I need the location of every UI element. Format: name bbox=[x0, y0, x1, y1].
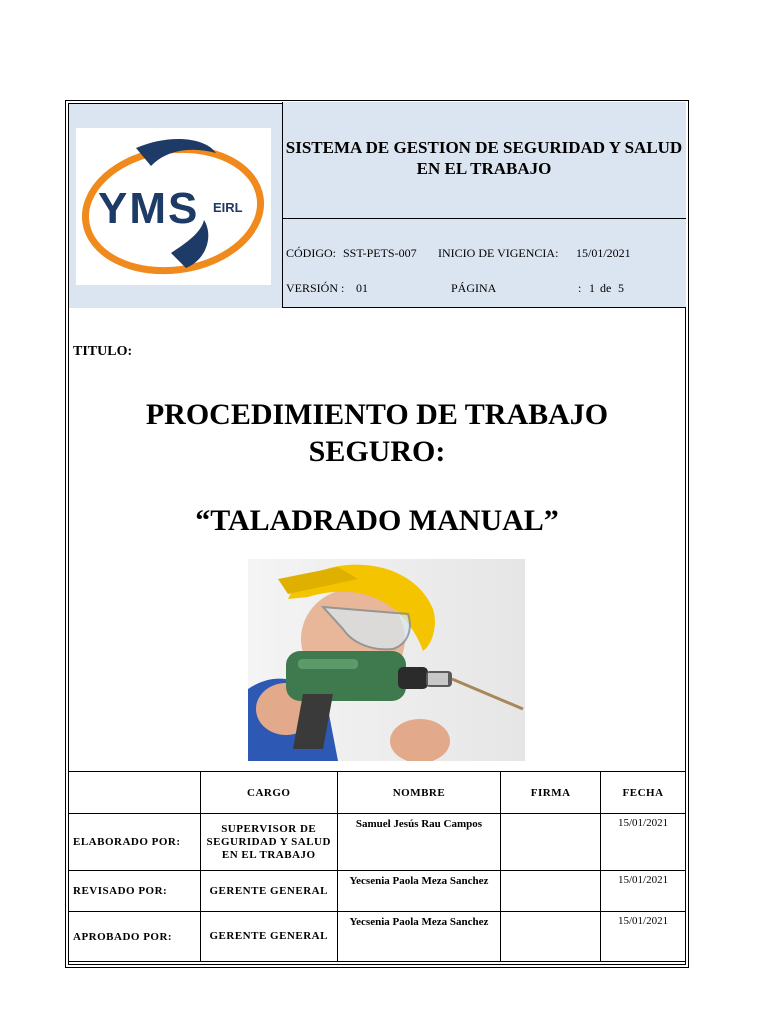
nombre-cell: Yecsenia Paola Meza Sanchez bbox=[337, 871, 501, 912]
cargo-cell: SUPERVISOR DE SEGURIDAD Y SALUD EN EL TRABAJO bbox=[200, 814, 337, 871]
firma-cell bbox=[501, 912, 601, 962]
row-label-aprobado: APROBADO POR: bbox=[69, 912, 201, 962]
pagina-label: PÁGINA bbox=[451, 281, 497, 295]
fecha-cell: 15/01/2021 bbox=[601, 814, 686, 871]
header-firma: FIRMA bbox=[501, 772, 601, 814]
table-row bbox=[69, 814, 686, 871]
firma-cell bbox=[501, 871, 601, 912]
svg-text:EIRL: EIRL bbox=[213, 200, 243, 215]
pagina-current: 1 bbox=[589, 281, 595, 295]
procedure-title bbox=[68, 396, 686, 470]
vigencia-label: INICIO DE VIGENCIA: bbox=[438, 246, 559, 260]
nombre-cell: Samuel Jesús Rau Campos bbox=[337, 814, 501, 871]
pagina-total: 5 bbox=[618, 281, 624, 295]
svg-text:YMS: YMS bbox=[98, 184, 200, 233]
table-row bbox=[69, 912, 686, 962]
row-label-elaborado: ELABORADO POR: bbox=[69, 814, 201, 871]
pagina-separator: : bbox=[578, 281, 582, 295]
system-title: SISTEMA DE GESTION DE SEGURIDAD Y SALUD EN EL TRABAJO bbox=[285, 138, 683, 178]
version-value: 01 bbox=[356, 281, 368, 295]
version-label: VERSIÓN : bbox=[286, 281, 345, 295]
header-blank-cell bbox=[69, 772, 201, 814]
fecha-cell: 15/01/2021 bbox=[601, 871, 686, 912]
company-logo bbox=[76, 128, 271, 285]
approval-table bbox=[68, 771, 686, 962]
worker-drilling-photo bbox=[248, 559, 525, 761]
header-fecha: FECHA bbox=[601, 772, 686, 814]
header-cargo: CARGO bbox=[200, 772, 337, 814]
row-label-revisado: REVISADO POR: bbox=[69, 871, 201, 912]
table-row bbox=[69, 871, 686, 912]
nombre-cell: Yecsenia Paola Meza Sanchez bbox=[337, 912, 501, 962]
cargo-cell: GERENTE GENERAL bbox=[200, 871, 337, 912]
vigencia-value: 15/01/2021 bbox=[576, 246, 631, 260]
procedure-title-line2: SEGURO: bbox=[308, 435, 446, 468]
cargo-cell: GERENTE GENERAL bbox=[200, 912, 337, 962]
pagina-de: de bbox=[600, 281, 612, 295]
fecha-cell: 15/01/2021 bbox=[601, 912, 686, 962]
procedure-title-line1: PROCEDIMIENTO DE TRABAJO bbox=[145, 398, 609, 431]
codigo-value: SST-PETS-007 bbox=[343, 246, 417, 260]
header-nombre: NOMBRE bbox=[337, 772, 501, 814]
approval-header-row bbox=[69, 772, 686, 814]
procedure-name: “TALADRADO MANUAL” bbox=[195, 504, 559, 537]
firma-cell bbox=[501, 814, 601, 871]
titulo-label: TITULO: bbox=[73, 344, 133, 359]
codigo-label: CÓDIGO: bbox=[286, 246, 336, 260]
